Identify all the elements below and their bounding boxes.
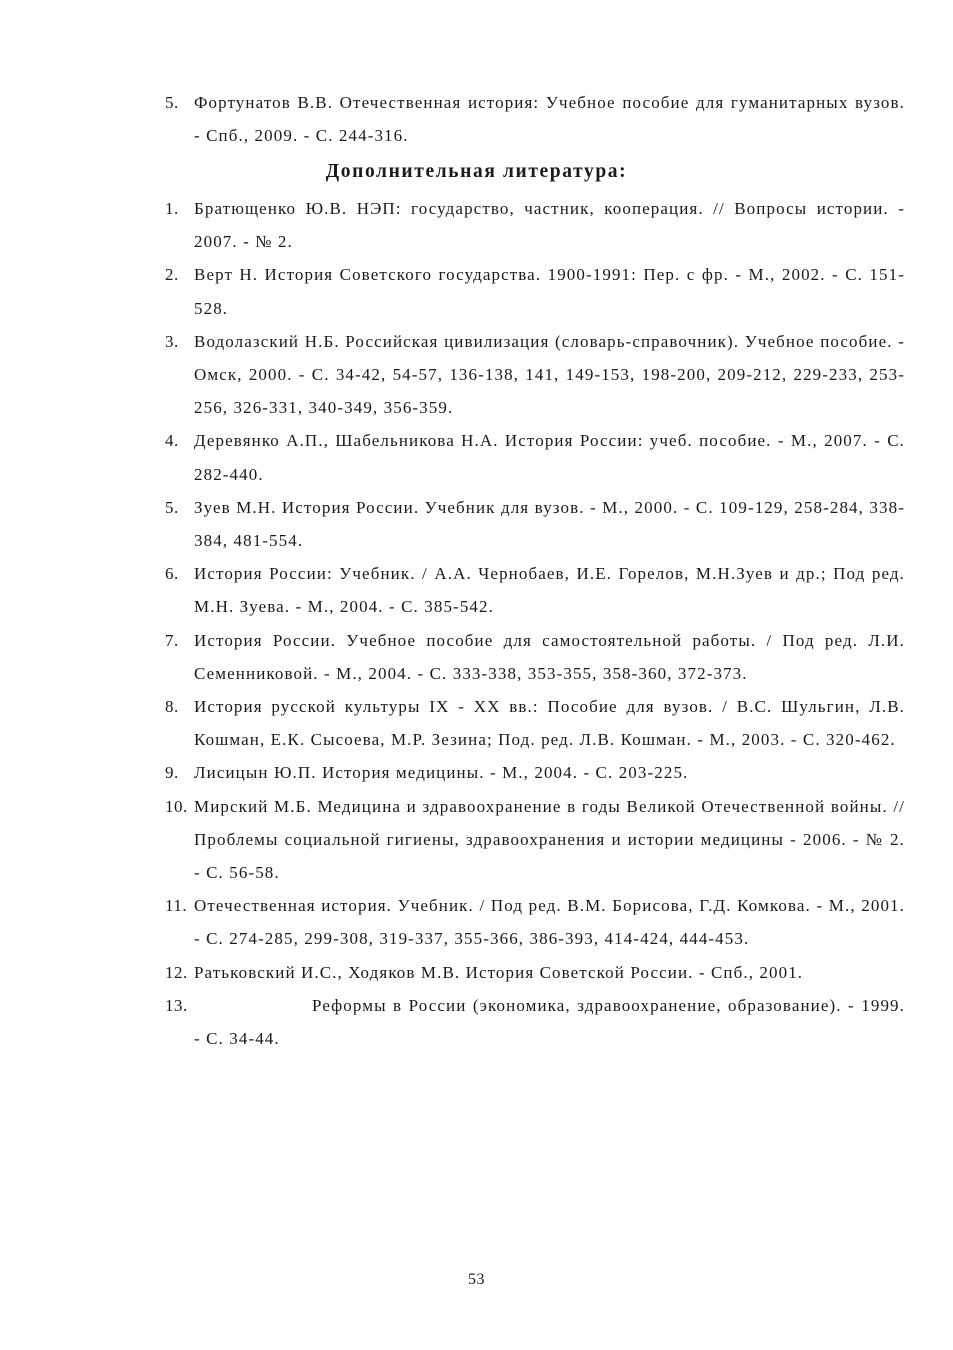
list-item [165, 192, 905, 258]
list-item [165, 86, 905, 152]
list-item [165, 557, 905, 623]
list-item-number: 11. [165, 896, 188, 916]
page-number: 53 [468, 1271, 485, 1288]
list-item-number: 4. [165, 431, 179, 451]
list-item-number: 8. [165, 697, 179, 717]
additional-literature-list [165, 192, 905, 1055]
list-item-text: Зуев М.Н. История России. Учебник для вузов. - М., 2000. - С. 109-129, 258-284, 338-384, 481-554. [194, 497, 905, 551]
main-literature-list [165, 86, 905, 152]
list-item-number: 5. [165, 93, 179, 112]
list-item [165, 491, 905, 557]
section-heading: Дополнительная литература: [325, 161, 628, 182]
list-item [165, 624, 905, 690]
list-item-number: 5. [165, 497, 179, 517]
list-item-text: Мирский М.Б. Медицина и здравоохранение в годы Великой Отечественной войны. // Проблемы социальной гигиены, здравоохранения и истории медицины - 2006. - № 2. - С. 56-58. [194, 796, 905, 883]
list-item-text: История России: Учебник. / А.А. Чернобаев, И.Е. Горелов, М.Н.Зуев и др.; Под ред. М.Н. Зуева. - М., 2004. - С. 385-542. [194, 564, 905, 617]
list-item-text: История России. Учебное пособие для самостоятельной работы. / Под ред. Л.И. Семенниковой. - М., 2004. - С. 333-338, 353-355, 358-360, 372-373. [194, 630, 905, 683]
list-item [165, 989, 905, 1055]
list-item-number: 1. [165, 199, 179, 218]
list-item-number: 13. [165, 995, 188, 1015]
list-item-number: 7. [165, 630, 179, 650]
list-item-text: Реформы в России (экономика, здравоохранение, образование). - 1999. - С. 34-44. [194, 995, 905, 1049]
list-item-number: 3. [165, 331, 179, 351]
list-item [165, 790, 905, 890]
list-item [165, 690, 905, 756]
list-item-text: Деревянко А.П., Шабельникова Н.А. История России: учеб. пособие. - М., 2007. - С. 282-440. [194, 431, 905, 484]
list-item [165, 756, 905, 789]
list-item-text: Верт Н. История Советского государства. 1900-1991: Пер. с фр. - М., 2002. - С. 151-528. [194, 265, 905, 318]
list-item-text: История русской культуры IX - XX вв.: Пособие для вузов. / В.С. Шульгин, Л.В. Кошман, Е.К. Сысоева, М.Р. Зезина; Под. ред. Л.В. Кошман. - М., 2003. - С. 320-462. [194, 697, 905, 750]
list-item-text: Братющенко Ю.В. НЭП: государство, частник, кооперация. // Вопросы истории. - 2007. - № 2. [194, 199, 905, 252]
list-item-text: Фортунатов В.В. Отечественная история: Учебное пособие для гуманитарных вузов. - Спб., 2009. - С. 244-316. [194, 93, 905, 146]
list-item-text: Ратьковский И.С., Ходяков М.В. История Советской России. - Спб., 2001. [194, 962, 804, 982]
list-item-number: 2. [165, 265, 179, 285]
list-item-number: 10. [165, 796, 188, 816]
list-item-number: 12. [165, 962, 188, 982]
list-item [165, 956, 905, 989]
list-item [165, 889, 905, 955]
list-item [165, 325, 905, 425]
list-item-number: 6. [165, 564, 179, 584]
list-item-number: 9. [165, 763, 179, 783]
list-item [165, 258, 905, 324]
list-item-text: Водолазский Н.Б. Российская цивилизация (словарь-справочник). Учебное пособие. - Омск, 2000. - С. 34-42, 54-57, 136-138, 141, 149-153, 198-200, 209-212, 229-233, 253-256, 326-331, 340-349, 356-359. [194, 331, 905, 418]
list-item-text: Лисицын Ю.П. История медицины. - М., 2004. - С. 203-225. [194, 763, 689, 783]
list-item-text: Отечественная история. Учебник. / Под ред. В.М. Борисова, Г.Д. Комкова. - М., 2001. - С. 274-285, 299-308, 319-337, 355-366, 386-393, 414-424, 444-453. [194, 896, 905, 949]
list-item [165, 424, 905, 490]
